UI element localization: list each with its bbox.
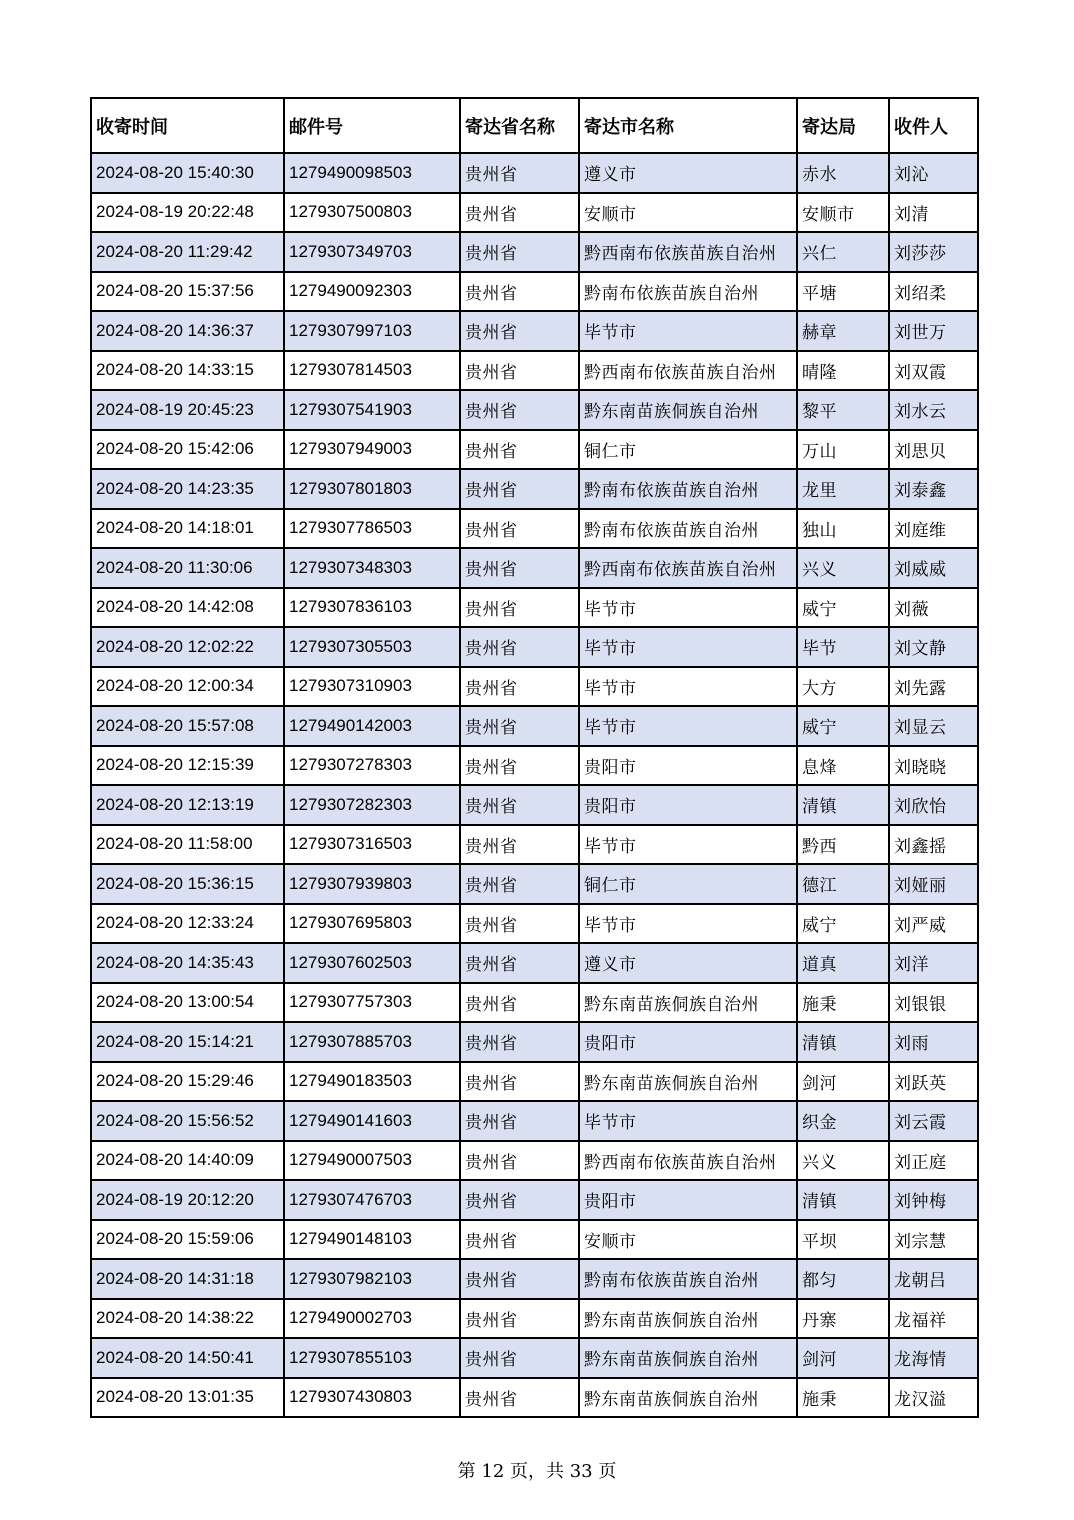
cell-province: 贵州省 [460, 1101, 579, 1141]
table-row [91, 1259, 978, 1299]
cell-province: 贵州省 [460, 193, 579, 233]
cell-city: 毕节市 [579, 311, 797, 351]
cell-mail-number: 1279490141603 [284, 1101, 460, 1141]
cell-send-time: 2024-08-20 12:02:22 [91, 627, 284, 667]
cell-office: 晴隆 [797, 351, 889, 391]
cell-send-time: 2024-08-20 15:36:15 [91, 864, 284, 904]
cell-mail-number: 1279490142003 [284, 706, 460, 746]
cell-recipient: 刘清 [889, 193, 978, 233]
cell-office: 施秉 [797, 983, 889, 1023]
cell-recipient: 刘莎莎 [889, 232, 978, 272]
mail-records-table [90, 97, 979, 1418]
cell-mail-number: 1279490007503 [284, 1141, 460, 1181]
cell-city: 黔东南苗族侗族自治州 [579, 1378, 797, 1418]
cell-office: 黎平 [797, 390, 889, 430]
cell-recipient: 刘正庭 [889, 1141, 978, 1181]
cell-recipient: 刘欣怡 [889, 785, 978, 825]
cell-mail-number: 1279307786503 [284, 509, 460, 549]
cell-city: 黔东南苗族侗族自治州 [579, 390, 797, 430]
table-row [91, 1022, 978, 1062]
page-number: 第 12 页，共 33 页 [457, 1461, 617, 1482]
cell-mail-number: 1279307476703 [284, 1180, 460, 1220]
header-mail-number: 邮件号 [284, 98, 460, 153]
cell-office: 息烽 [797, 746, 889, 786]
cell-city: 黔南布依族苗族自治州 [579, 469, 797, 509]
cell-province: 贵州省 [460, 351, 579, 391]
cell-province: 贵州省 [460, 311, 579, 351]
cell-send-time: 2024-08-20 12:15:39 [91, 746, 284, 786]
cell-mail-number: 1279307430803 [284, 1378, 460, 1418]
cell-city: 安顺市 [579, 1220, 797, 1260]
cell-city: 贵阳市 [579, 1180, 797, 1220]
cell-recipient: 刘庭维 [889, 509, 978, 549]
cell-province: 贵州省 [460, 1180, 579, 1220]
table-row [91, 351, 978, 391]
cell-send-time: 2024-08-20 12:00:34 [91, 667, 284, 707]
table-row [91, 1299, 978, 1339]
cell-mail-number: 1279307939803 [284, 864, 460, 904]
table-row [91, 1141, 978, 1181]
cell-send-time: 2024-08-20 14:40:09 [91, 1141, 284, 1181]
header-recipient: 收件人 [889, 98, 978, 153]
table-row [91, 746, 978, 786]
cell-city: 毕节市 [579, 667, 797, 707]
cell-city: 铜仁市 [579, 430, 797, 470]
cell-mail-number: 1279307695803 [284, 904, 460, 944]
cell-send-time: 2024-08-20 12:33:24 [91, 904, 284, 944]
cell-office: 平塘 [797, 272, 889, 312]
cell-send-time: 2024-08-20 14:18:01 [91, 509, 284, 549]
cell-mail-number: 1279307801803 [284, 469, 460, 509]
cell-city: 毕节市 [579, 588, 797, 628]
cell-recipient: 刘钟梅 [889, 1180, 978, 1220]
cell-send-time: 2024-08-20 14:36:37 [91, 311, 284, 351]
cell-city: 黔东南苗族侗族自治州 [579, 983, 797, 1023]
cell-send-time: 2024-08-20 15:56:52 [91, 1101, 284, 1141]
cell-province: 贵州省 [460, 232, 579, 272]
cell-send-time: 2024-08-20 15:37:56 [91, 272, 284, 312]
cell-recipient: 刘云霞 [889, 1101, 978, 1141]
cell-province: 贵州省 [460, 746, 579, 786]
cell-office: 清镇 [797, 1022, 889, 1062]
cell-recipient: 刘宗慧 [889, 1220, 978, 1260]
cell-recipient: 刘洋 [889, 943, 978, 983]
cell-mail-number: 1279307982103 [284, 1259, 460, 1299]
cell-office: 兴义 [797, 548, 889, 588]
cell-recipient: 刘世万 [889, 311, 978, 351]
table-row [91, 785, 978, 825]
cell-recipient: 刘双霞 [889, 351, 978, 391]
cell-send-time: 2024-08-20 15:40:30 [91, 153, 284, 193]
cell-office: 兴仁 [797, 232, 889, 272]
cell-recipient: 刘文静 [889, 627, 978, 667]
cell-office: 兴义 [797, 1141, 889, 1181]
table-row [91, 1338, 978, 1378]
header-destination-city: 寄达市名称 [579, 98, 797, 153]
cell-office: 剑河 [797, 1338, 889, 1378]
cell-recipient: 刘思贝 [889, 430, 978, 470]
cell-office: 万山 [797, 430, 889, 470]
cell-recipient: 刘水云 [889, 390, 978, 430]
table-row [91, 272, 978, 312]
cell-send-time: 2024-08-20 12:13:19 [91, 785, 284, 825]
table-body [91, 153, 978, 1417]
cell-send-time: 2024-08-20 11:29:42 [91, 232, 284, 272]
cell-mail-number: 1279307836103 [284, 588, 460, 628]
cell-province: 贵州省 [460, 153, 579, 193]
cell-recipient: 龙海情 [889, 1338, 978, 1378]
cell-send-time: 2024-08-20 14:35:43 [91, 943, 284, 983]
cell-mail-number: 1279307282303 [284, 785, 460, 825]
cell-recipient: 刘威威 [889, 548, 978, 588]
cell-province: 贵州省 [460, 1062, 579, 1102]
cell-recipient: 刘沁 [889, 153, 978, 193]
table-row [91, 509, 978, 549]
cell-province: 贵州省 [460, 943, 579, 983]
table-row [91, 706, 978, 746]
cell-mail-number: 1279307885703 [284, 1022, 460, 1062]
cell-recipient: 刘跃英 [889, 1062, 978, 1102]
cell-province: 贵州省 [460, 1299, 579, 1339]
cell-mail-number: 1279490002703 [284, 1299, 460, 1339]
cell-office: 清镇 [797, 785, 889, 825]
cell-mail-number: 1279307855103 [284, 1338, 460, 1378]
cell-mail-number: 1279307305503 [284, 627, 460, 667]
cell-mail-number: 1279307349703 [284, 232, 460, 272]
cell-province: 贵州省 [460, 1022, 579, 1062]
cell-send-time: 2024-08-20 14:33:15 [91, 351, 284, 391]
table-row [91, 548, 978, 588]
cell-mail-number: 1279490098503 [284, 153, 460, 193]
cell-recipient: 龙福祥 [889, 1299, 978, 1339]
cell-city: 黔西南布依族苗族自治州 [579, 548, 797, 588]
cell-province: 贵州省 [460, 1378, 579, 1418]
cell-mail-number: 1279307310903 [284, 667, 460, 707]
cell-send-time: 2024-08-20 14:31:18 [91, 1259, 284, 1299]
table-row [91, 983, 978, 1023]
cell-recipient: 龙汉溢 [889, 1378, 978, 1418]
cell-recipient: 刘显云 [889, 706, 978, 746]
table-row [91, 390, 978, 430]
header-destination-province: 寄达省名称 [460, 98, 579, 153]
cell-mail-number: 1279307500803 [284, 193, 460, 233]
cell-province: 贵州省 [460, 1338, 579, 1378]
table-row [91, 588, 978, 628]
cell-mail-number: 1279490148103 [284, 1220, 460, 1260]
cell-city: 遵义市 [579, 943, 797, 983]
cell-city: 黔西南布依族苗族自治州 [579, 351, 797, 391]
cell-recipient: 刘晓晓 [889, 746, 978, 786]
table-row [91, 943, 978, 983]
cell-city: 黔西南布依族苗族自治州 [579, 232, 797, 272]
cell-city: 毕节市 [579, 904, 797, 944]
cell-city: 贵阳市 [579, 746, 797, 786]
cell-send-time: 2024-08-20 15:29:46 [91, 1062, 284, 1102]
cell-province: 贵州省 [460, 627, 579, 667]
cell-city: 遵义市 [579, 153, 797, 193]
cell-province: 贵州省 [460, 469, 579, 509]
cell-send-time: 2024-08-19 20:22:48 [91, 193, 284, 233]
table-row [91, 1220, 978, 1260]
table-row [91, 864, 978, 904]
cell-city: 黔南布依族苗族自治州 [579, 272, 797, 312]
cell-province: 贵州省 [460, 785, 579, 825]
table-row [91, 904, 978, 944]
cell-province: 贵州省 [460, 667, 579, 707]
cell-office: 黔西 [797, 825, 889, 865]
cell-province: 贵州省 [460, 430, 579, 470]
cell-province: 贵州省 [460, 272, 579, 312]
cell-mail-number: 1279307997103 [284, 311, 460, 351]
cell-office: 威宁 [797, 904, 889, 944]
table-header-row [91, 98, 978, 153]
cell-recipient: 刘泰鑫 [889, 469, 978, 509]
cell-mail-number: 1279307949003 [284, 430, 460, 470]
table-row [91, 1062, 978, 1102]
table-row [91, 627, 978, 667]
cell-city: 黔东南苗族侗族自治州 [579, 1062, 797, 1102]
cell-city: 黔南布依族苗族自治州 [579, 509, 797, 549]
cell-city: 安顺市 [579, 193, 797, 233]
cell-office: 安顺市 [797, 193, 889, 233]
cell-province: 贵州省 [460, 864, 579, 904]
cell-city: 黔南布依族苗族自治州 [579, 1259, 797, 1299]
cell-province: 贵州省 [460, 904, 579, 944]
cell-send-time: 2024-08-20 11:30:06 [91, 548, 284, 588]
cell-office: 织金 [797, 1101, 889, 1141]
header-destination-office: 寄达局 [797, 98, 889, 153]
cell-office: 施秉 [797, 1378, 889, 1418]
cell-province: 贵州省 [460, 1259, 579, 1299]
cell-recipient: 刘薇 [889, 588, 978, 628]
cell-office: 剑河 [797, 1062, 889, 1102]
cell-province: 贵州省 [460, 588, 579, 628]
cell-province: 贵州省 [460, 983, 579, 1023]
cell-mail-number: 1279307602503 [284, 943, 460, 983]
cell-mail-number: 1279307814503 [284, 351, 460, 391]
cell-send-time: 2024-08-20 11:58:00 [91, 825, 284, 865]
cell-province: 贵州省 [460, 825, 579, 865]
cell-city: 毕节市 [579, 627, 797, 667]
cell-city: 贵阳市 [579, 785, 797, 825]
cell-recipient: 刘娅丽 [889, 864, 978, 904]
header-send-time: 收寄时间 [91, 98, 284, 153]
cell-office: 独山 [797, 509, 889, 549]
table-row [91, 667, 978, 707]
cell-recipient: 刘雨 [889, 1022, 978, 1062]
cell-mail-number: 1279307316503 [284, 825, 460, 865]
cell-office: 德江 [797, 864, 889, 904]
table-row [91, 1101, 978, 1141]
cell-province: 贵州省 [460, 548, 579, 588]
cell-city: 黔西南布依族苗族自治州 [579, 1141, 797, 1181]
cell-send-time: 2024-08-20 15:59:06 [91, 1220, 284, 1260]
cell-office: 大方 [797, 667, 889, 707]
cell-recipient: 龙朝吕 [889, 1259, 978, 1299]
cell-recipient: 刘严威 [889, 904, 978, 944]
cell-city: 毕节市 [579, 825, 797, 865]
cell-send-time: 2024-08-20 13:01:35 [91, 1378, 284, 1418]
table-row [91, 1378, 978, 1418]
cell-office: 道真 [797, 943, 889, 983]
cell-send-time: 2024-08-20 14:50:41 [91, 1338, 284, 1378]
cell-city: 毕节市 [579, 1101, 797, 1141]
cell-city: 毕节市 [579, 706, 797, 746]
cell-mail-number: 1279490183503 [284, 1062, 460, 1102]
cell-send-time: 2024-08-20 13:00:54 [91, 983, 284, 1023]
cell-recipient: 刘银银 [889, 983, 978, 1023]
cell-city: 贵阳市 [579, 1022, 797, 1062]
table-row [91, 193, 978, 233]
cell-mail-number: 1279307348303 [284, 548, 460, 588]
cell-send-time: 2024-08-20 15:14:21 [91, 1022, 284, 1062]
cell-office: 清镇 [797, 1180, 889, 1220]
cell-province: 贵州省 [460, 1141, 579, 1181]
cell-office: 赤水 [797, 153, 889, 193]
cell-recipient: 刘绍柔 [889, 272, 978, 312]
cell-mail-number: 1279307541903 [284, 390, 460, 430]
table-row [91, 469, 978, 509]
cell-office: 平坝 [797, 1220, 889, 1260]
cell-send-time: 2024-08-20 14:23:35 [91, 469, 284, 509]
cell-send-time: 2024-08-19 20:12:20 [91, 1180, 284, 1220]
cell-office: 丹寨 [797, 1299, 889, 1339]
cell-province: 贵州省 [460, 509, 579, 549]
cell-send-time: 2024-08-20 14:42:08 [91, 588, 284, 628]
cell-province: 贵州省 [460, 390, 579, 430]
cell-send-time: 2024-08-20 15:57:08 [91, 706, 284, 746]
cell-mail-number: 1279307757303 [284, 983, 460, 1023]
cell-mail-number: 1279307278303 [284, 746, 460, 786]
cell-province: 贵州省 [460, 706, 579, 746]
cell-send-time: 2024-08-20 14:38:22 [91, 1299, 284, 1339]
cell-mail-number: 1279490092303 [284, 272, 460, 312]
cell-city: 黔东南苗族侗族自治州 [579, 1338, 797, 1378]
cell-office: 龙里 [797, 469, 889, 509]
cell-city: 黔东南苗族侗族自治州 [579, 1299, 797, 1339]
table-row [91, 430, 978, 470]
cell-office: 都匀 [797, 1259, 889, 1299]
cell-send-time: 2024-08-20 15:42:06 [91, 430, 284, 470]
cell-city: 铜仁市 [579, 864, 797, 904]
cell-province: 贵州省 [460, 1220, 579, 1260]
table-row [91, 825, 978, 865]
cell-recipient: 刘鑫摇 [889, 825, 978, 865]
table-row [91, 232, 978, 272]
cell-send-time: 2024-08-19 20:45:23 [91, 390, 284, 430]
table-row [91, 1180, 978, 1220]
cell-office: 威宁 [797, 706, 889, 746]
cell-recipient: 刘先露 [889, 667, 978, 707]
cell-office: 赫章 [797, 311, 889, 351]
table-row [91, 153, 978, 193]
table-row [91, 311, 978, 351]
cell-office: 毕节 [797, 627, 889, 667]
cell-office: 威宁 [797, 588, 889, 628]
